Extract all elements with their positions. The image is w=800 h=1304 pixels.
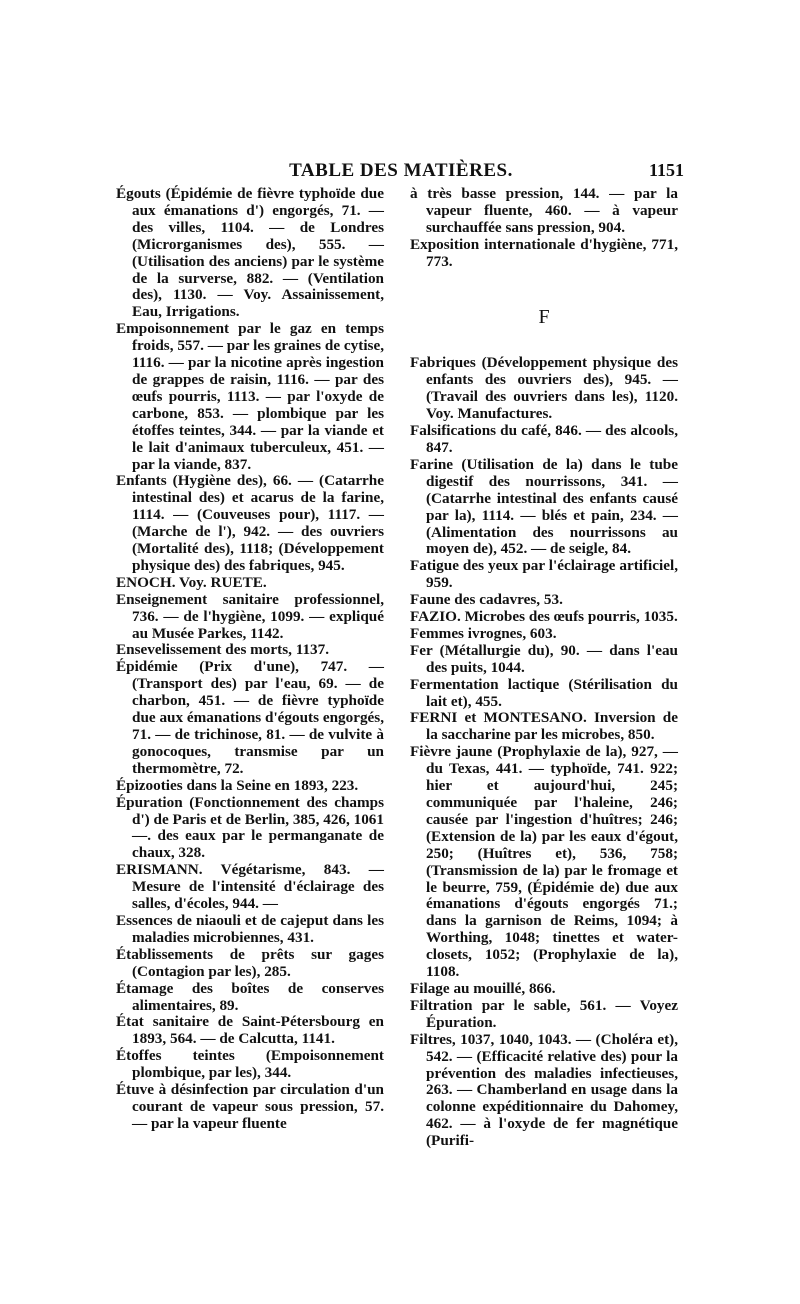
index-entry: Épizooties dans la Seine en 1893, 223. <box>116 776 359 794</box>
index-entry: Épuration (Fonctionnement des champs d') de Paris et de Berlin, 385, 426, 1061 —. des eaux par le permanganate de chaux, 328. <box>116 793 384 862</box>
index-entry: Essences de niaouli et de cajeput dans les maladies microbiennes, 431. <box>116 911 384 946</box>
index-entry: Exposition internationale d'hygiène, 771, 773. <box>410 235 678 270</box>
section-letter: F <box>538 305 550 328</box>
index-entry: Enfants (Hygiène des), 66. — (Catarrhe intestinal des) et acarus de la farine, 1114. — (Couveuses pour), 1117. — (Marche de l'), 942. — des ouvriers (Mortalité des), 1118; (Développement physique des) des fabriques, 945. <box>116 472 384 574</box>
index-entry: Étoffes teintes (Empoisonnement plombique, par les), 344. <box>116 1047 384 1082</box>
index-entry: Fer (Métallurgie du), 90. — dans l'eau des puits, 1044. <box>410 641 678 676</box>
index-entry: Étuve à désinfection par circulation d'un courant de vapeur sous pression, 57. — par la vapeur fluente <box>116 1081 384 1132</box>
page-header <box>118 160 684 184</box>
index-entry: FERNI et MONTESANO. Inversion de la saccharine par les microbes, 850. <box>410 709 678 744</box>
left-column <box>116 186 384 1133</box>
page-number: 1151 <box>648 160 684 180</box>
index-entry: Filtres, 1037, 1040, 1043. — (Choléra et), 542. — (Efficacité relative des) pour la prévention des maladies infectieuses, 263. — Chamberland en usage dans la colonne expéditionnaire du Dahomey, 462. — à l'oxyde de fer magnétique (Purifi- <box>410 1030 678 1150</box>
index-entry: ENOCH. Voy. RUETE. <box>116 573 267 591</box>
index-entry: État sanitaire de Saint-Pétersbourg en 1893, 564. — de Calcutta, 1141. <box>116 1013 384 1048</box>
index-entry: Filtration par le sable, 561. — Voyez Épuration. <box>410 996 678 1031</box>
index-entry: à très basse pression, 144. — par la vapeur fluente, 460. — à vapeur surchauffée sans pression, 904. <box>410 185 678 236</box>
right-column <box>410 186 678 1150</box>
index-entry: Filage au mouillé, 866. <box>410 979 556 997</box>
index-entry: Étamage des boîtes de conserves alimentaires, 89. <box>116 979 384 1014</box>
index-entry: ERISMANN. Végétarisme, 843. — Mesure de l'intensité d'éclairage des salles, d'écoles, 944. — <box>116 861 384 913</box>
page-title: TABLE DES MATIÈRES. <box>289 160 513 181</box>
index-entry: Falsifications du café, 846. — des alcools, 847. <box>410 422 678 456</box>
index-entry: Femmes ivrognes, 603. <box>410 624 557 642</box>
index-entry: Fatigue des yeux par l'éclairage artificiel, 959. <box>410 557 678 592</box>
index-entry: Épidémie (Prix d'une), 747. — (Transport des) par l'eau, 69. — de charbon, 451. — de fièvre typhoïde due aux émanations d'égouts engorgés, 71. — de trichinose, 81. — de vulvite à gonocoques, transmise par un thermomètre, 72. <box>116 658 384 777</box>
index-entry: Empoisonnement par le gaz en temps froids, 557. — par les graines de cytise, 1116. — par la nicotine après ingestion de grappes de raisin, 1116. — par des œufs pourris, 1113. — par l'oxyde de carbone, 853. — plombique par les étoffes teintes, 344. — par la viande et le lait d'animaux tuberculeux, 451. — par la viande, 837. <box>116 320 384 473</box>
index-entry: Ensevelissement des morts, 1137. <box>116 641 330 659</box>
index-entry: Établissements de prêts sur gages (Contagion par les), 285. <box>116 945 384 980</box>
index-entry: Farine (Utilisation de la) dans le tube digestif des nourrissons, 341. — (Catarrhe intestinal des enfants causé par la), 1114. — blés et pain, 234. — (Alimentation des nourrissons au moyen de), 452. — de seigle, 84. <box>410 455 678 558</box>
index-entry: Enseignement sanitaire professionnel, 736. — de l'hygiène, 1099. — expliqué au Musée Parkes, 1142. <box>116 590 384 642</box>
index-entry: Fabriques (Développement physique des enfants des ouvriers des), 945. — (Travail des ouvriers dans les), 1120. Voy. Manufactures. <box>410 354 678 423</box>
index-entry: Faune des cadavres, 53. <box>410 591 563 609</box>
index-entry: Fièvre jaune (Prophylaxie de la), 927, — du Texas, 441. — typhoïde, 741. 922; hier et aujourd'hui, 245; communiquée par l'haleine, 246; causée par l'ingestion d'huîtres; 246; (Extension de la) par les eaux d'égout, 250; (Huîtres et), 536, 758; (Transmission de la) par le fromage et le beurre, 759, (Épidémie de) due aux émanations d'égouts engorgés 71.; dans la garnison de Reims, 1094; à Worthing, 1048; tinettes et water-closets, 1052; (Prophylaxie de la), 1108. <box>410 743 678 981</box>
index-entry: Fermentation lactique (Stérilisation du lait et), 455. <box>410 675 678 710</box>
index-entry: FAZIO. Microbes des œufs pourris, 1035. <box>410 608 678 626</box>
index-entry: Égouts (Épidémie de fièvre typhoïde due aux émanations d') engorgés, 71. — des villes, 1104. — de Londres (Microrganismes des), 555. — (Utilisation des anciens) par le système de la surverse, 882. — (Ventilation des), 1130. — Voy. Assainissement, Eau, Irrigations. <box>116 185 384 321</box>
